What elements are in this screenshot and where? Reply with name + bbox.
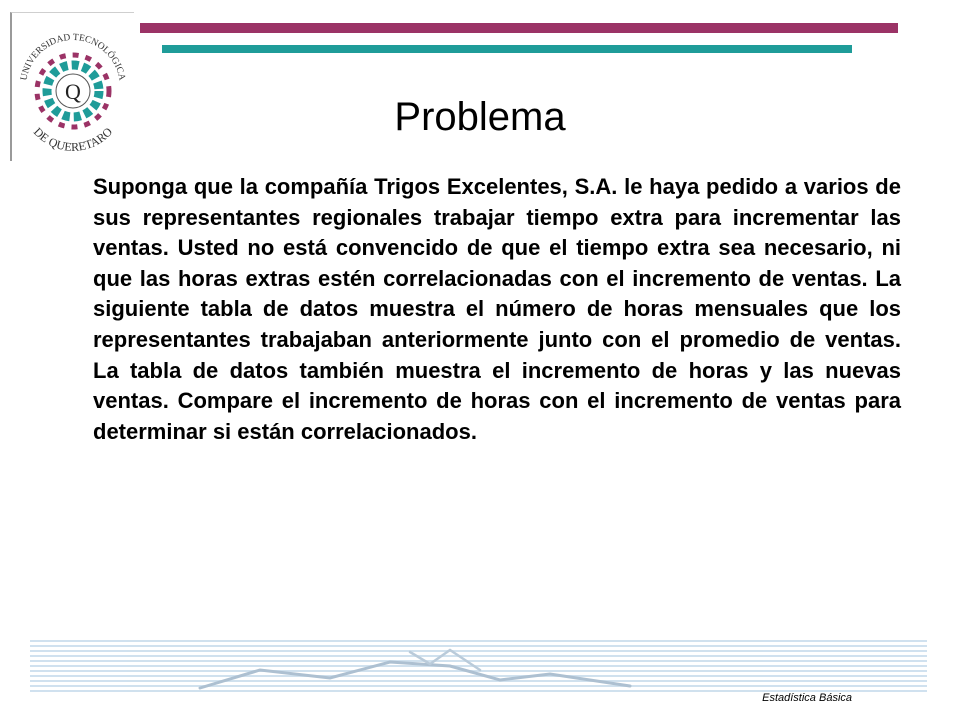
header-accent-bar-top (140, 23, 898, 33)
footer-course-label: Estadística Básica (762, 692, 852, 704)
logo-center-letter: Q (65, 79, 81, 104)
problem-paragraph: Suponga que la compañía Trigos Excelentes, S.A. le haya pedido a varios de sus representantes regionales trabajar tiempo extra para incrementar las ventas. Usted no está convencido de que el tiempo extra sea necesario, ni que las horas extras estén correlacionadas con el incremento de ventas. La siguiente tabla de datos muestra el número de horas mensuales que los representantes trabajaban anteriormente junto con el promedio de ventas. La tabla de datos también muestra el incremento de horas y las nuevas ventas. Compare el incremento de horas con el incremento de ventas para determinar si están correlacionados. (93, 174, 901, 444)
header-accent-bar-mid (162, 45, 852, 53)
logo-ring-text-bottom: DE QUERETARO (30, 124, 116, 154)
page-title: Problema (394, 94, 566, 139)
footer-graph-decoration-icon (30, 640, 927, 692)
footer-decorative-band (30, 640, 927, 692)
logo-ring-text-top: UNIVERSIDAD TECNOLÓGICA (19, 32, 127, 82)
